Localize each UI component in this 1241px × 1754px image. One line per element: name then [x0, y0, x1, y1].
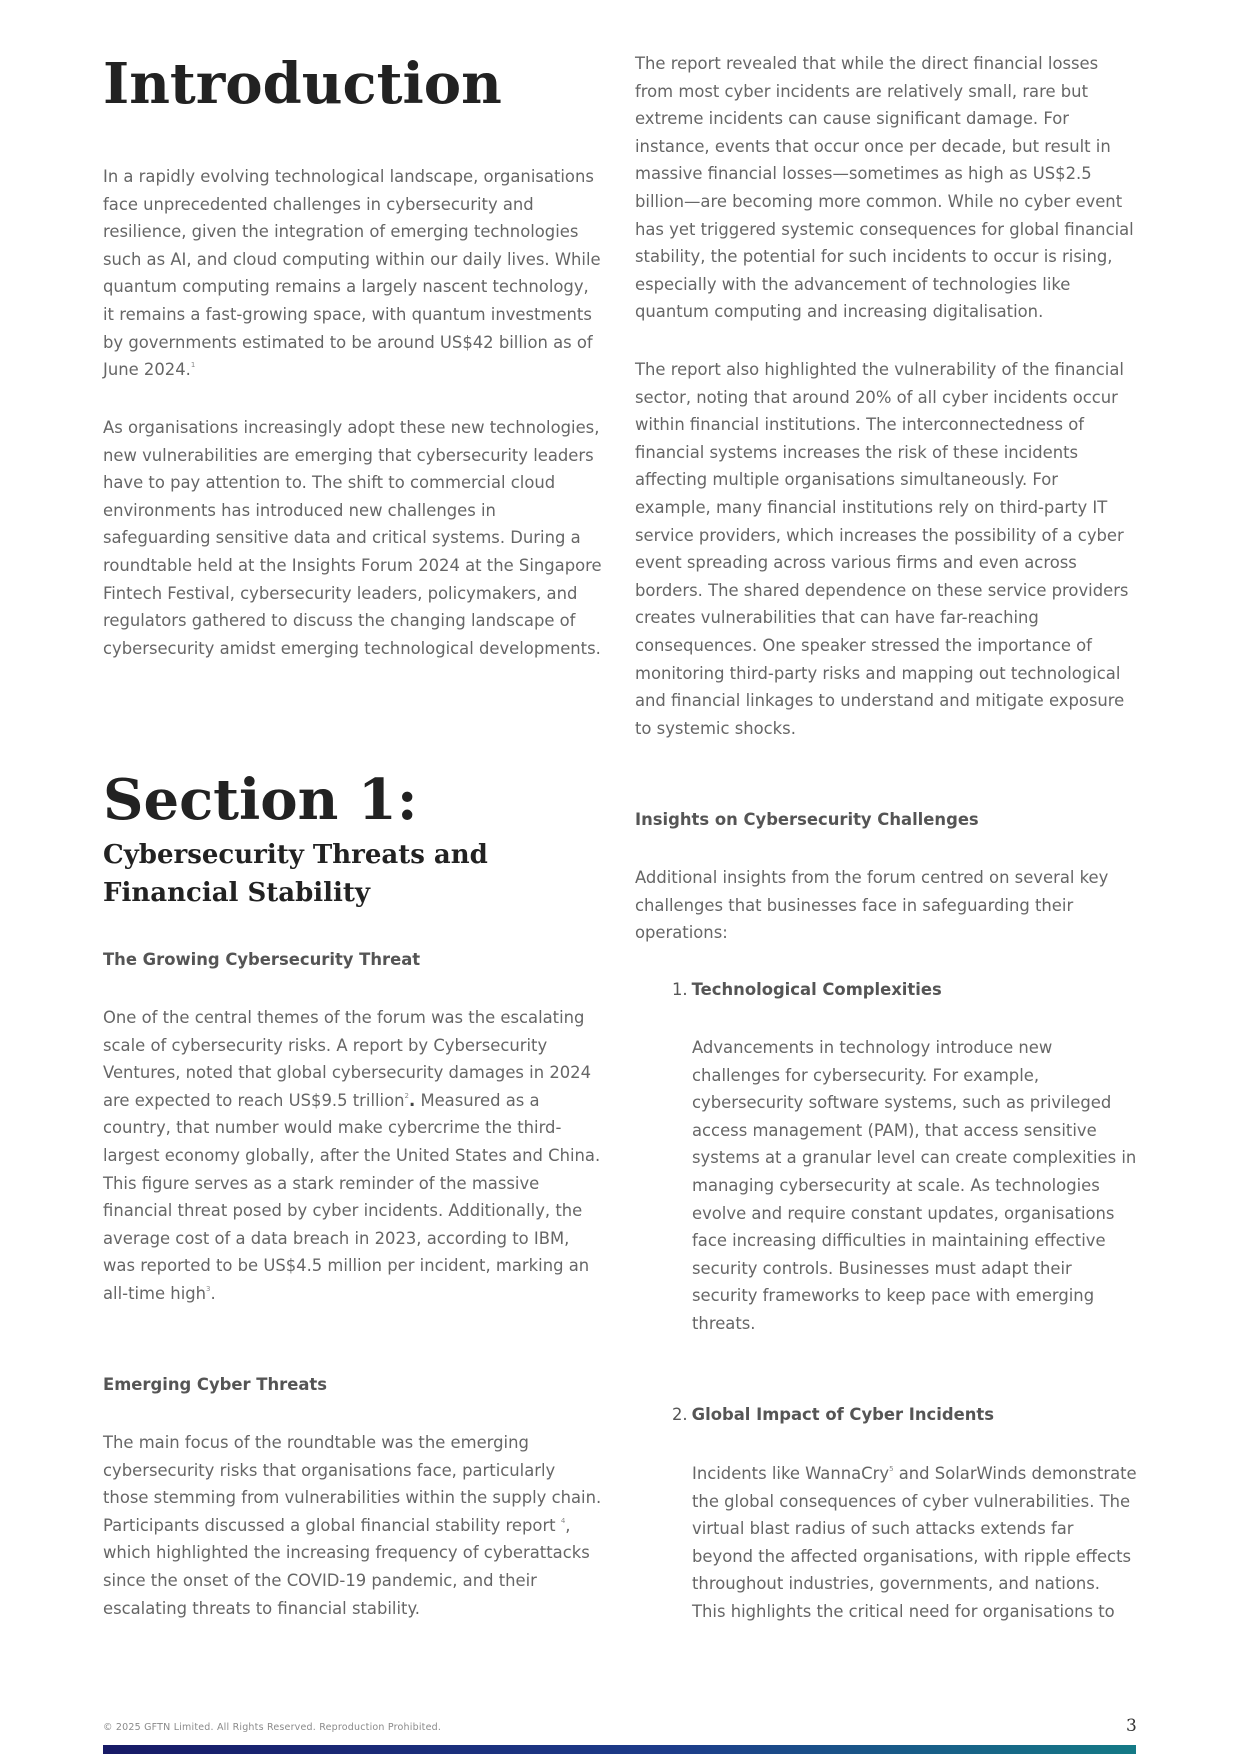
- section-1-subheading: Cybersecurity Threats and Financial Stability: [103, 840, 488, 908]
- list-item-1-title: 1. Technological Complexities: [672, 980, 942, 999]
- report-paragraph-2: The report also highlighted the vulnerability of the financial sector, noting that around 20% of all cyber incidents occur within financial institutions. The interconnectedness of financial systems increases the risk of these incidents affecting multiple organisations simultaneously. For example, many financial institutions rely on third-party IT service providers, which increases the possibility of a cyber event spreading across various firms and even across borders. The shared dependence on these service providers creates vulnerabilities that can have far-reaching consequences. One speaker stressed the importance of monitoring third-party risks and mapping out technological and financial linkages to understand and mitigate exposure to systemic shocks.: [635, 360, 1129, 738]
- footnote-ref[interactable]: 4: [560, 1516, 566, 1525]
- intro-paragraph-2: As organisations increasingly adopt these new technologies, new vulnerabilities are emerging that cybersecurity leaders have to pay attention to. The shift to commercial cloud environments has introduced new challenges in safeguarding sensitive data and critical systems. During a roundtable held at the Insights Forum 2024 at the Singapore Fintech Festival, cybersecurity leaders, policymakers, and regulators gathered to discuss the changing landscape of cybersecurity amidst emerging technological developments.: [103, 418, 602, 658]
- intro-paragraph-1: In a rapidly evolving technological landscape, organisations face unprecedented challenges in cybersecurity and resilience, given the integration of emerging technologies such as AI, and cloud computing within our daily lives. While quantum computing remains a largely nascent technology, it remains a fast-growing space, with quantum investments by governments estimated to be around US$42 billion as of June 2024.$^1$: [103, 167, 601, 380]
- report-paragraph-1: The report revealed that while the direct financial losses from most cyber incidents are relatively small, rare but extreme incidents can cause significant damage. For instance, events that occur once per decade, but result in massive financial losses—sometimes as high as US$2.5 billion—are becoming more common. While no cyber event has yet triggered systemic consequences for global financial stability, the potential for such incidents to occur is rising, especially with the advancement of technologies like quantum computing and increasing digitalisation.: [635, 54, 1134, 322]
- introduction-heading: Introduction: [103, 51, 502, 117]
- footnote-ref[interactable]: 5: [889, 1465, 894, 1473]
- growing-threat-paragraph: One of the central themes of the forum was the escalating scale of cybersecurity risks. A report by Cybersecurity Ventures, noted that global cybersecurity damages in 2024 are expected to reach US$9.5 trillion$^2$. Measured as a country, that number would make cybercrime the third-largest economy globally, after the United States and China. This figure serves as a stark reminder of the massive financial threat posed by cyber incidents. Additionally, the average cost of a data breach in 2023, according to IBM, was reported to be US$4.5 million per incident, marking an all-time high$^3$.: [103, 1008, 601, 1303]
- list-item-1-body: Advancements in technology introduce new challenges for cybersecurity. For example, cybersecurity software systems, such as privileged access management (PAM), that access sensitive systems at a granular level can create complexities in managing cybersecurity at scale. As technologies evolve and require constant updates, organisations face increasing difficulties in maintaining effective security controls. Businesses must adapt their security frameworks to keep pace with emerging threats.: [692, 1038, 1137, 1333]
- copyright-notice: © 2025 GFTN Limited. All Rights Reserved. Reproduction Prohibited.: [103, 1722, 442, 1733]
- growing-threat-heading: The Growing Cybersecurity Threat: [103, 950, 421, 969]
- footer-gradient-bar: [103, 1745, 1136, 1754]
- emerging-threats-paragraph: The main focus of the roundtable was the emerging cybersecurity risks that organisations face, particularly those stemming from vulnerabilities within the supply chain. Participants discussed a global financial stability report $^4$, which highlighted the increasing frequency of cyberattacks since the onset of the COVID-19 pandemic, and their escalating threats to financial stability.: [103, 1433, 602, 1618]
- insights-heading: Insights on Cybersecurity Challenges: [635, 810, 979, 829]
- list-item-2-title: 2. Global Impact of Cyber Incidents: [672, 1405, 994, 1424]
- page-number: 3: [1126, 1716, 1137, 1736]
- footnote-ref[interactable]: 3: [206, 1284, 211, 1293]
- section-1-heading: Section 1:: [103, 767, 418, 833]
- footnote-ref[interactable]: 1: [190, 361, 196, 370]
- footnote-ref[interactable]: 2: [404, 1091, 409, 1100]
- list-item-2-body: Incidents like WannaCry$^5$ and SolarWinds demonstrate the global consequences of cyber vulnerabilities. The virtual blast radius of such attacks extends far beyond the affected organisations, with ripple effects throughout industries, governments, and nations. This highlights the critical need for organisations to: [692, 1464, 1137, 1621]
- emerging-threats-heading: Emerging Cyber Threats: [103, 1375, 327, 1394]
- insights-intro-paragraph: Additional insights from the forum centred on several key challenges that businesses face in safeguarding their operations:: [635, 868, 1109, 943]
